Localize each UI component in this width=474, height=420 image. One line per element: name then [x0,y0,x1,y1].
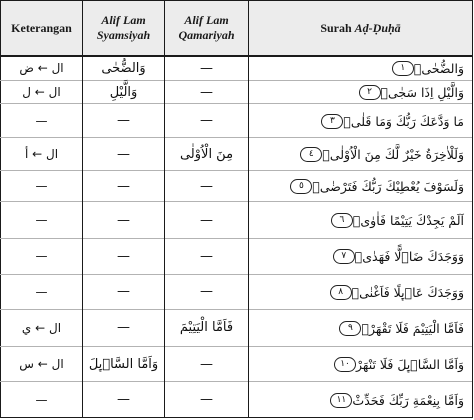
ayah-text: وَالضُّحٰىۙ [413,61,464,77]
ayah-cell [249,171,473,202]
syamsiyah-cell: — [83,202,165,239]
header-alif-lam-syamsiyah: Alif Lam Syamsiyah [83,1,165,57]
table-row [1,274,473,310]
syamsiyah-cell: وَالضُّحٰى [83,56,165,80]
header-keterangan: Keterangan [1,1,83,57]
ayah-number-badge: ١ [392,61,414,76]
ayah-cell [249,346,473,382]
keterangan-cell: — [1,382,83,418]
ayah-number-badge: ٤ [300,147,322,162]
qamariyah-cell: — [165,346,249,382]
table-row [1,171,473,202]
syamsiyah-cell: — [83,104,165,137]
ayah-cell [249,104,473,137]
ayah-cell [249,202,473,239]
ayah-text: وَاَمَّا بِنِعْمَةِ رَبِّكَ فَحَدِّثْ [352,392,464,408]
ayah-text: وَلَسَوْفَ يُعْطِيْكَ رَبُّكَ فَتَرْضٰىۗ [312,179,464,195]
syamsiyah-cell: — [83,137,165,170]
table-row [1,104,473,137]
syamsiyah-cell: — [83,274,165,310]
ayah-number-badge: ٣ [321,114,343,129]
table-row [1,382,473,418]
table-row [1,202,473,239]
ayah-cell [249,56,473,80]
ayah-text: وَالَّيْلِ اِذَا سَجٰىۙ [380,85,464,101]
keterangan-cell: — [1,274,83,310]
header-row [1,1,473,57]
syamsiyah-cell: وَاَمَّا السَّاۤىِٕلَ [83,346,165,382]
ayah-cell [249,310,473,347]
qamariyah-cell: — [165,80,249,104]
ayah-number-badge: ١١ [330,393,352,408]
ayah-number-badge: ٥ [290,179,312,194]
ayah-text: وَوَجَدَكَ عَاۤىِٕلًا فَاَغْنٰىۗ [351,284,464,300]
ayah-number-badge: ٦ [331,213,353,228]
table-row [1,346,473,382]
ayah-cell [249,137,473,170]
table-row [1,310,473,347]
keterangan-cell: — [1,104,83,137]
qamariyah-cell: — [165,171,249,202]
qamariyah-cell: — [165,274,249,310]
ayah-number-badge: ٨ [330,285,352,300]
ayah-number-badge: ٢ [359,85,381,100]
table-row [1,56,473,80]
qamariyah-cell: فَاَمَّا الْيَتِيْمَ [165,310,249,347]
keterangan-cell: — [1,171,83,202]
ayah-text: وَلَلْاٰخِرَةُ خَيْرٌ لَّكَ مِنَ الْاُوْلٰىۗ [322,147,464,163]
keterangan-cell: — [1,202,83,239]
keterangan-cell: — [1,239,83,275]
header-surah-prefix: Surah [320,20,355,35]
keterangan-cell: ال ← أ [1,137,83,170]
keterangan-cell: ال ← ي [1,310,83,347]
keterangan-cell: ال ← س [1,346,83,382]
header-alif-lam-qamariyah: Alif Lam Qamariyah [165,1,249,57]
ayah-text: وَاَمَّا السَّاۤىِٕلَ فَلَا تَنْهَرْ [356,357,464,373]
qamariyah-cell: — [165,56,249,80]
ayah-text: وَوَجَدَكَ ضَاۤلًّا فَهَدٰىۖ [354,249,464,265]
ayah-number-badge: ١٠ [334,357,356,372]
syamsiyah-cell: — [83,171,165,202]
qamariyah-cell: — [165,104,249,137]
qamariyah-cell: مِنَ الْاُوْلٰى [165,137,249,170]
table-row [1,80,473,104]
syamsiyah-cell: وَالَّيْلِ [83,80,165,104]
ayah-text: مَا وَدَّعَكَ رَبُّكَ وَمَا قَلٰىۗ [343,113,464,129]
syamsiyah-cell: — [83,310,165,347]
keterangan-cell: ال ← ل [1,80,83,104]
qamariyah-cell: — [165,202,249,239]
ayah-text: فَاَمَّا الْيَتِيْمَ فَلَا تَقْهَرْۗ [361,320,464,336]
syamsiyah-cell: — [83,239,165,275]
table-body [1,56,473,418]
ayah-cell [249,274,473,310]
table-row [1,239,473,275]
syamsiyah-cell: — [83,382,165,418]
ayah-cell [249,80,473,104]
table-row [1,137,473,170]
keterangan-cell: ال ← ض [1,56,83,80]
qamariyah-cell: — [165,239,249,275]
header-surah [249,1,473,57]
ayah-text: اَلَمْ يَجِدْكَ يَتِيْمًا فَاٰوٰىۖ [352,213,464,229]
header-surah-name: Aḍ-Ḍuḥā [354,20,401,35]
qamariyah-cell: — [165,382,249,418]
ayah-cell [249,239,473,275]
ayah-cell [249,382,473,418]
ayah-number-badge: ٧ [333,249,355,264]
ayah-number-badge: ٩ [339,321,361,336]
